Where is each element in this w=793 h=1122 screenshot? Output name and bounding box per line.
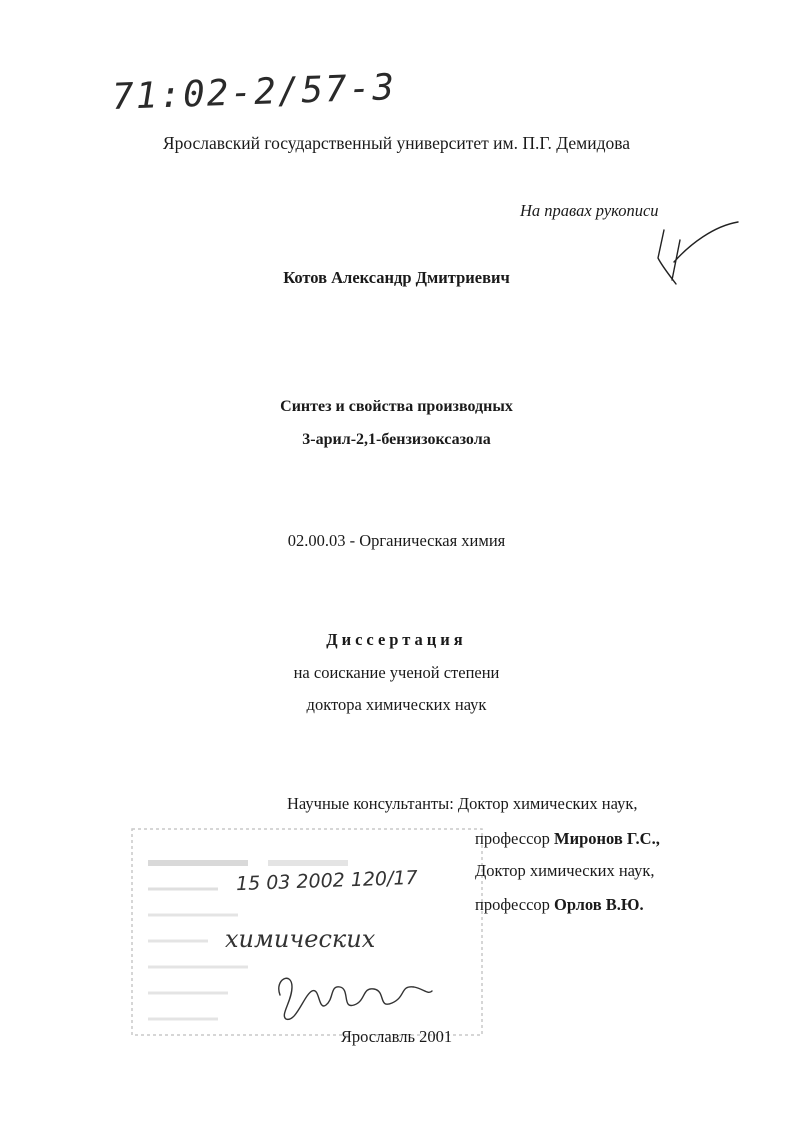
dissertation-label: Диссертация bbox=[326, 630, 467, 649]
stamp-handwritten-word: химических bbox=[225, 925, 376, 953]
title-line-1: Синтез и свойства производных bbox=[280, 398, 513, 415]
author-name: Котов Александр Дмитриевич bbox=[283, 268, 510, 287]
consultant-1-name: Миронов Г.С., bbox=[554, 829, 660, 848]
dissertation-line-2: на соискание ученой степени bbox=[293, 663, 500, 682]
city-year: Ярославль 2001 bbox=[340, 1027, 453, 1046]
stamp-signature bbox=[270, 965, 440, 1025]
consultant-1-title: профессор bbox=[475, 829, 555, 848]
consultant-2-degree: Доктор химических наук, bbox=[475, 861, 655, 880]
dissertation-line-3: доктора химических наук bbox=[306, 695, 487, 714]
archive-code: 71:02-2/57-3 bbox=[111, 67, 397, 118]
rights-note: На правах рукописи bbox=[520, 201, 659, 220]
specialty: 02.00.03 - Органическая химия bbox=[287, 531, 506, 550]
stamp-handwritten-date: 15 03 2002 120/17 bbox=[235, 866, 419, 896]
consultants-heading: Научные консультанты: Доктор химических наук, bbox=[287, 794, 638, 813]
consultant-1 bbox=[475, 829, 660, 849]
title-line-2: 3-арил-2,1-бензизоксазола bbox=[302, 431, 491, 448]
university-name: Ярославский государственный университет им. П.Г. Демидова bbox=[162, 133, 631, 153]
consultant-2-title: профессор bbox=[475, 895, 555, 914]
consultant-2-name: Орлов В.Ю. bbox=[554, 895, 644, 914]
consultant-2 bbox=[475, 895, 644, 915]
